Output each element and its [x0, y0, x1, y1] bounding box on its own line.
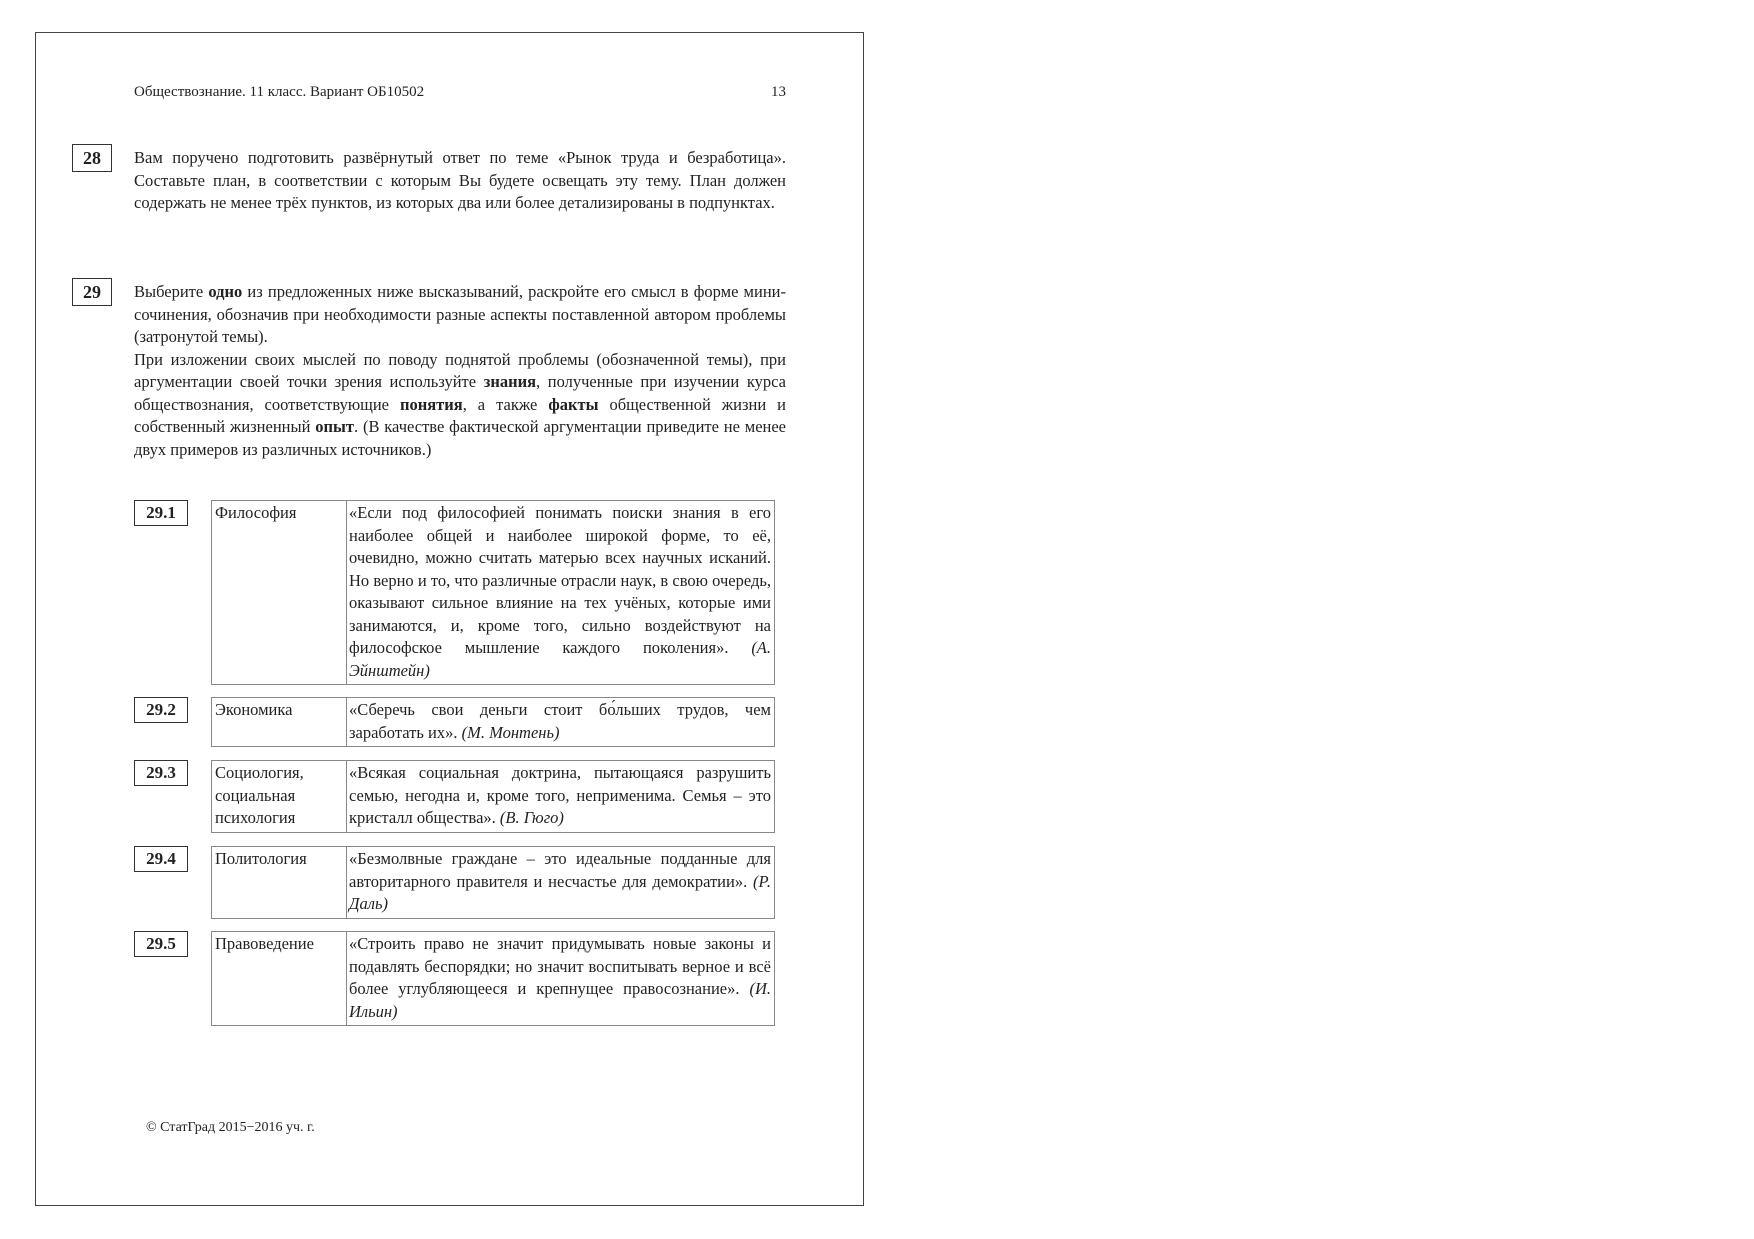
option-subject: Экономика — [212, 698, 347, 746]
option-subject: Правоведение — [212, 932, 347, 1025]
page-header — [134, 84, 786, 101]
quote-author: (Р. Даль) — [349, 871, 772, 913]
emphasis-opyt: опыт — [315, 417, 354, 436]
text-run: из предложенных ниже высказываний, раскройте его смысл в форме мини-сочинения, обозначив при необходимости разные аспекты поставленной автором проблемы (затронутой темы). — [134, 282, 786, 346]
option-quote — [347, 932, 774, 1025]
option-quote — [347, 501, 774, 684]
task-28-text — [134, 147, 786, 215]
option-table-29-1 — [211, 500, 775, 685]
option-number-29-3: 29.3 — [134, 760, 188, 786]
option-table-29-5 — [211, 931, 775, 1026]
quote-author: (В. Гюго) — [499, 808, 564, 827]
quote-text: «Безмолвные граждане – это идеальные подданные для авторитарного правителя и несчастье для демократии». — [349, 849, 771, 891]
quote-text: «Всякая социальная доктрина, пытающаяся разрушить семью, негодна и, кроме того, неприменима. Семья – это кристалл общества». — [349, 763, 771, 827]
task-number-29: 29 — [72, 278, 112, 306]
quote-text: «Если под философией понимать поиски знания в его наиболее общей и наиболее широкой форме, то её, очевидно, можно считать матерью всех научных исканий. Но верно и то, что различные отрасли наук, в свою очередь, оказывают сильное влияние на тех учёных, которые ими занимаются, и, кроме того, сильно воздействуют на философское мышление каждого поколения». — [349, 503, 771, 657]
task-29-paragraph-2 — [134, 349, 786, 462]
option-quote — [347, 847, 774, 918]
text-run: , а также — [462, 394, 549, 414]
option-table-29-3 — [211, 760, 775, 833]
text-run: , полученные при изучении курса обществознания, соответствующие — [134, 372, 786, 414]
option-quote — [347, 698, 774, 746]
quote-author: (И. Ильин) — [349, 979, 772, 1021]
task-29-paragraph-1 — [134, 281, 786, 349]
option-subject: Философия — [212, 501, 347, 684]
option-subject: Политология — [212, 847, 347, 918]
text-run: При изложении своих мыслей по поводу поднятой проблемы (обозначенной темы), при аргументации своей точки зрения используйте — [134, 349, 786, 391]
option-number-29-1: 29.1 — [134, 500, 188, 526]
quote-text: «Сберечь свои деньги стоит бо́льших трудов, чем заработать их». — [349, 700, 771, 742]
task-28-paragraph: Вам поручено подготовить развёрнутый ответ по теме «Рынок труда и безработица». Составьте план, в соответствии с которым Вы будете освещать эту тему. План должен содержать не менее трёх пунктов, из которых два или более детализированы в подпунктах. — [134, 148, 786, 212]
header-title: Обществознание. 11 класс. Вариант ОБ10502 — [134, 84, 425, 100]
option-table-29-4 — [211, 846, 775, 919]
option-table-29-2 — [211, 697, 775, 747]
option-quote — [347, 761, 774, 832]
quote-author: (А. Эйнштейн) — [349, 638, 772, 680]
emphasis-odno: одно — [208, 282, 243, 301]
quote-author: (М. Монтень) — [461, 722, 560, 742]
emphasis-ponyatiya: понятия — [399, 394, 463, 414]
text-run: Выберите — [134, 282, 209, 301]
option-number-29-2: 29.2 — [134, 697, 188, 723]
task-number-28: 28 — [72, 144, 112, 172]
emphasis-fakty: факты — [548, 394, 599, 414]
copyright-footer: © СтатГрад 2015−2016 уч. г. — [146, 1120, 315, 1135]
option-subject: Социология, социальная психология — [212, 761, 347, 832]
page-number: 13 — [771, 84, 786, 100]
quote-text: «Строить право не значит придумывать новые законы и подавлять беспорядки; но значит воспитывать верное и всё более углубляющееся и крепнущее правосознание». — [349, 934, 771, 998]
text-run: . (В качестве фактической аргументации приведите не менее двух примеров из различных источников.) — [134, 417, 787, 459]
option-number-29-5: 29.5 — [134, 931, 188, 957]
option-number-29-4: 29.4 — [134, 846, 188, 872]
text-run: общественной жизни и собственный жизненный — [134, 394, 786, 436]
task-29-text — [134, 281, 786, 461]
emphasis-znaniya: знания — [483, 372, 537, 391]
